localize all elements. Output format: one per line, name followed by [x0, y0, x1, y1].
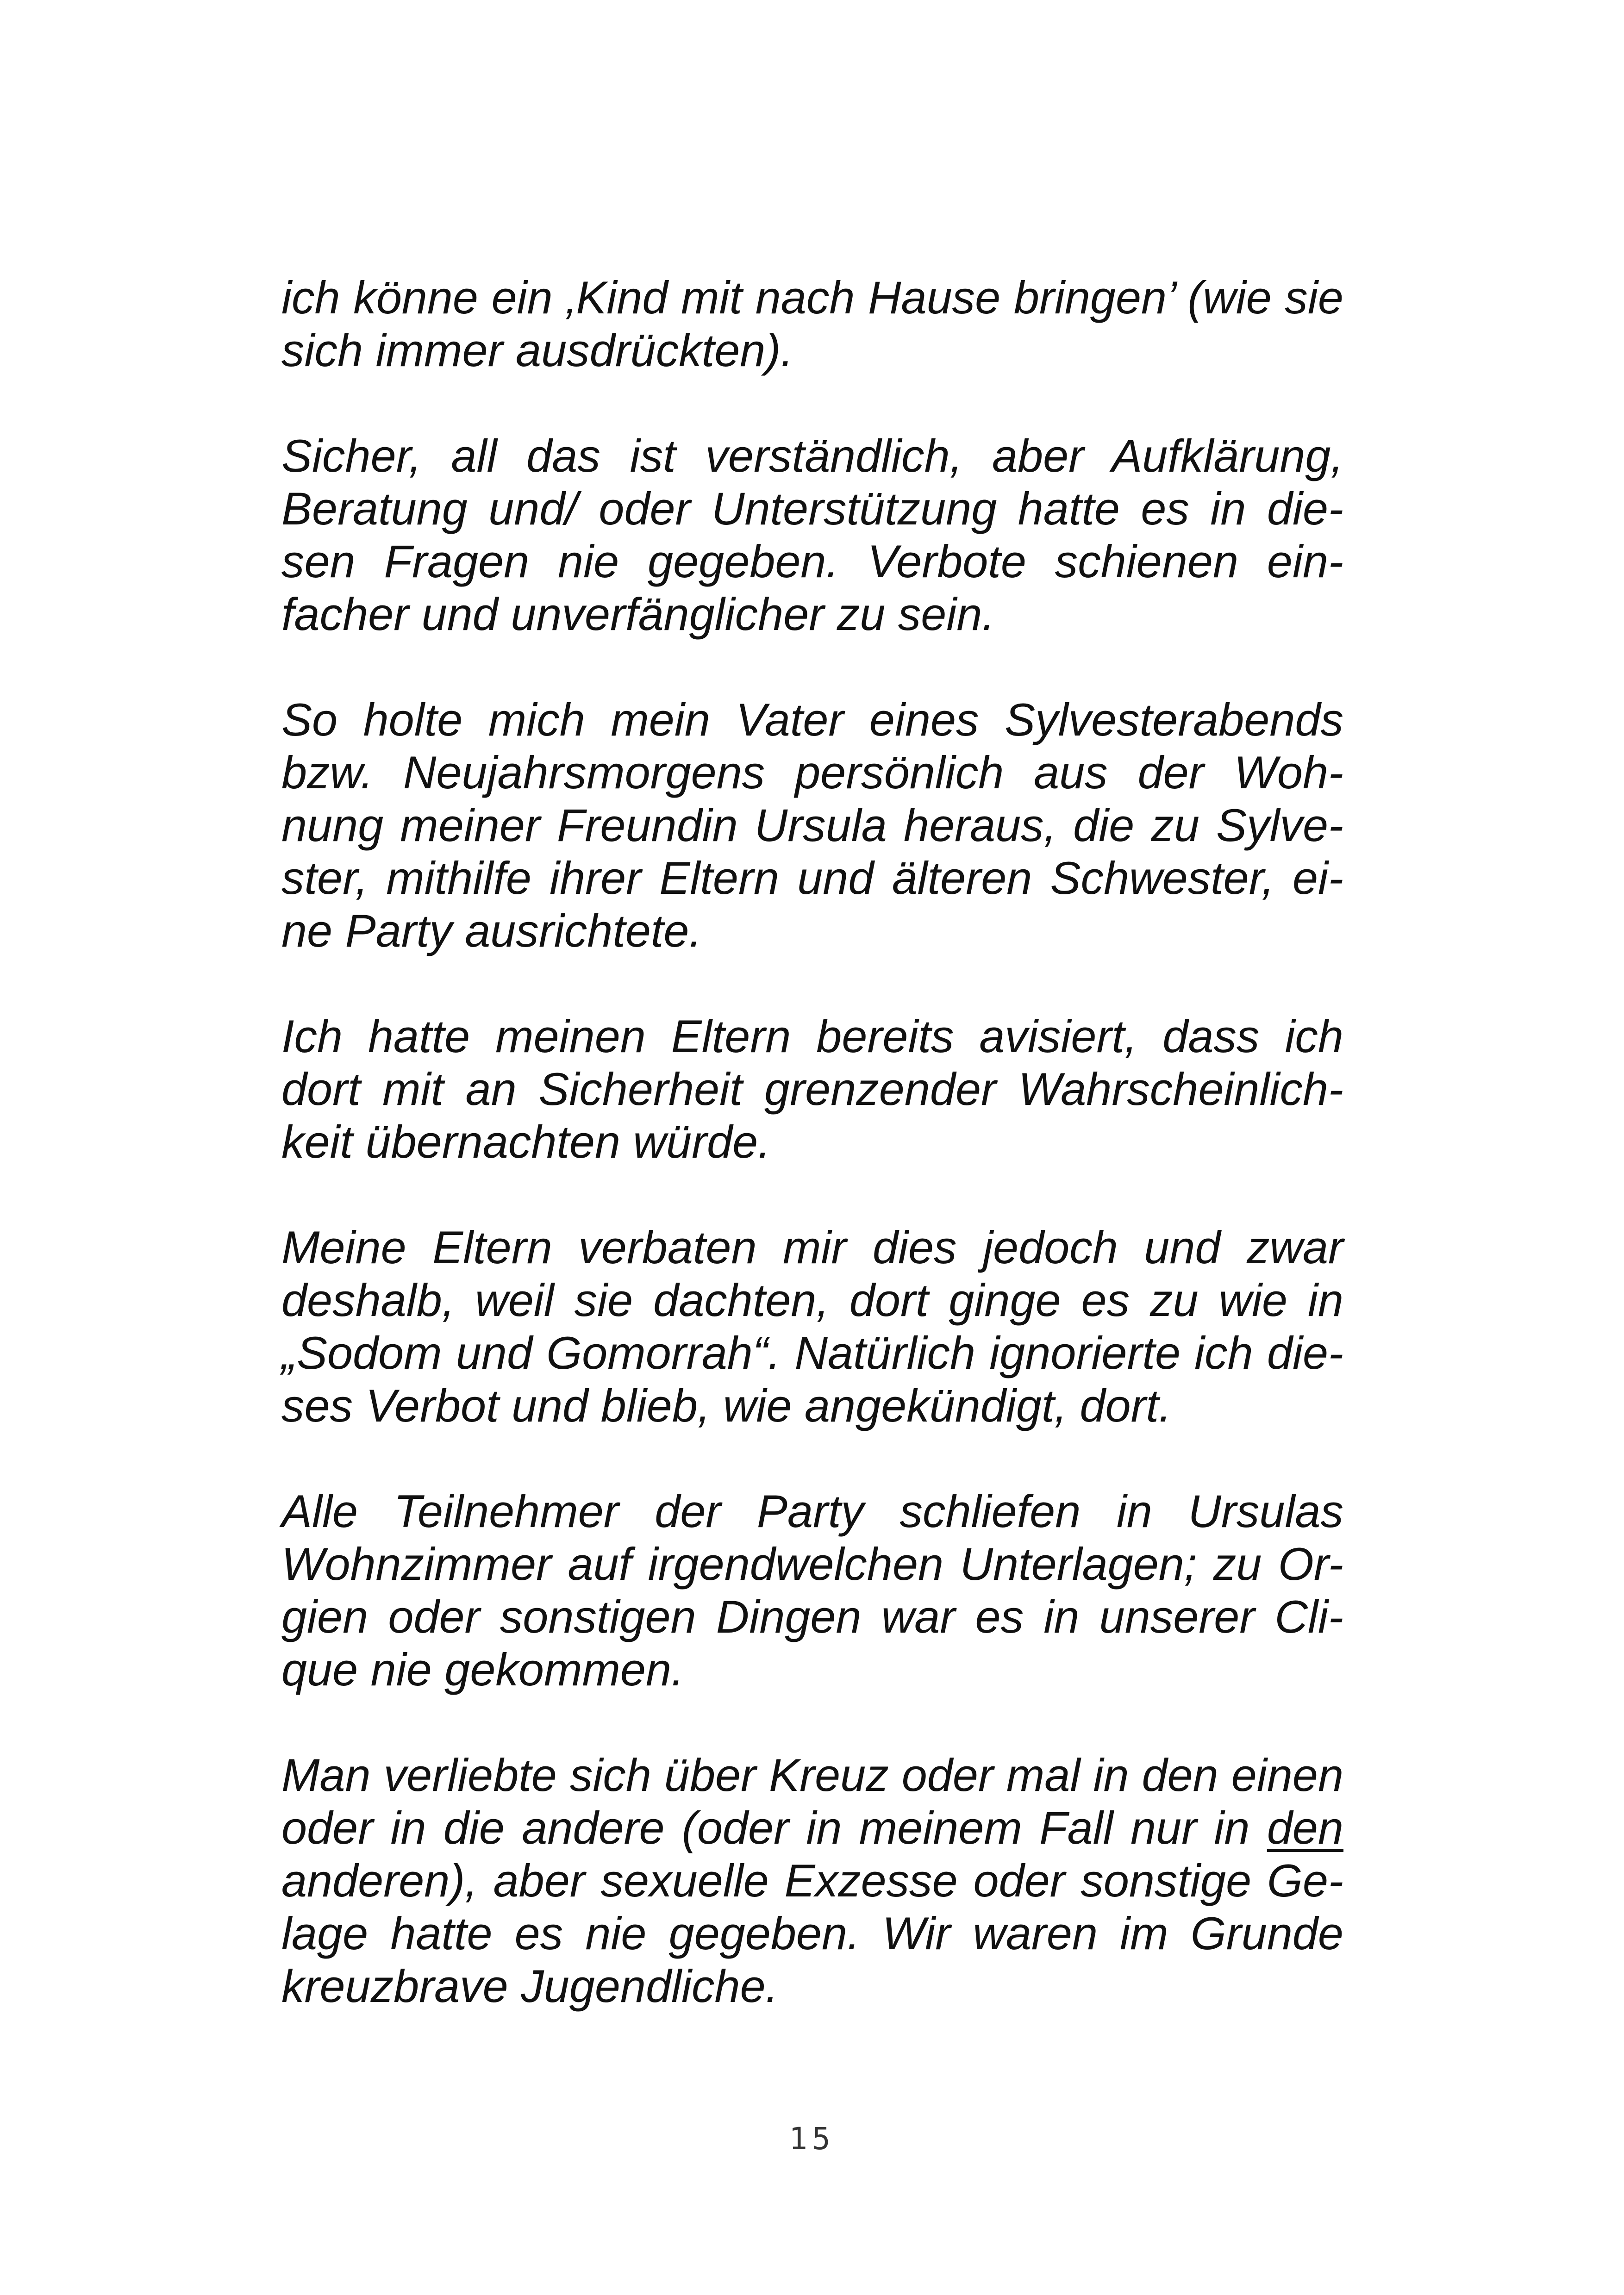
text-line: lage hatte es nie gegeben. Wir waren im Grunde — [281, 1908, 1343, 1959]
paragraph-5 — [281, 1221, 1343, 1432]
text-line: Meine Eltern verbaten mir dies jedoch und zwar — [281, 1222, 1343, 1273]
text-line: gien oder sonstigen Dingen war es in unserer Cli- — [281, 1591, 1343, 1642]
text-line: facher und unverfänglicher zu sein. — [281, 588, 995, 640]
text-line: anderen), aber sexuelle Exzesse oder sonstige Ge- — [281, 1855, 1343, 1906]
paragraph-1 — [281, 271, 1343, 377]
text-line: „Sodom und Gomorrah“. Natürlich ignorierte ich die- — [281, 1327, 1343, 1378]
text-line: nung meiner Freundin Ursula heraus, die zu Sylve- — [281, 799, 1343, 851]
text-line: kreuzbrave Jugendliche. — [281, 1960, 779, 2012]
text-line: So holte mich mein Vater eines Sylvesterabends — [281, 694, 1343, 745]
text-line: Wohnzimmer auf irgendwelchen Unterlagen; zu Or- — [281, 1538, 1343, 1590]
page-number: 15 — [789, 2121, 835, 2157]
body-text — [281, 271, 1343, 2065]
text-line: ses Verbot und blieb, wie angekündigt, dort. — [281, 1380, 1172, 1431]
text-line: Man verliebte sich über Kreuz oder mal in den einen — [281, 1749, 1343, 1801]
paragraph-6 — [281, 1485, 1343, 1696]
text-line: ne Party ausrichtete. — [281, 905, 702, 956]
text-line: sich immer ausdrückten). — [281, 324, 793, 376]
text-line: Alle Teilnehmer der Party schliefen in Ursulas — [281, 1485, 1343, 1537]
text-line: Ich hatte meinen Eltern bereits avisiert, dass ich — [281, 1010, 1343, 1062]
text-line: Sicher, all das ist verständlich, aber Aufklärung, — [281, 430, 1343, 481]
paragraph-2 — [281, 430, 1343, 641]
text-line: que nie gekommen. — [281, 1644, 684, 1695]
text-line: keit übernachten würde. — [281, 1116, 771, 1167]
text-line: deshalb, weil sie dachten, dort ginge es zu wie in — [281, 1274, 1343, 1326]
text-line: ster, mithilfe ihrer Eltern und älteren Schwester, ei- — [281, 852, 1343, 904]
paragraph-7 — [281, 1749, 1343, 2013]
text-line: ich könne ein ‚Kind mit nach Hause bringen’ (wie sie — [281, 272, 1343, 323]
text-line: Beratung und/ oder Unterstützung hatte es in die- — [281, 483, 1343, 534]
underlined-word: den — [1267, 1802, 1343, 1853]
text-line — [281, 1802, 1343, 1854]
text-line: dort mit an Sicherheit grenzender Wahrscheinlich- — [281, 1063, 1343, 1115]
text-line: bzw. Neujahrsmorgens persönlich aus der Woh- — [281, 747, 1343, 798]
paragraph-4 — [281, 1010, 1343, 1168]
paragraph-3 — [281, 693, 1343, 957]
text-line: sen Fragen nie gegeben. Verbote schienen ein- — [281, 536, 1343, 587]
text-segment: oder in die andere (oder in meinem Fall nur in — [281, 1802, 1267, 1853]
